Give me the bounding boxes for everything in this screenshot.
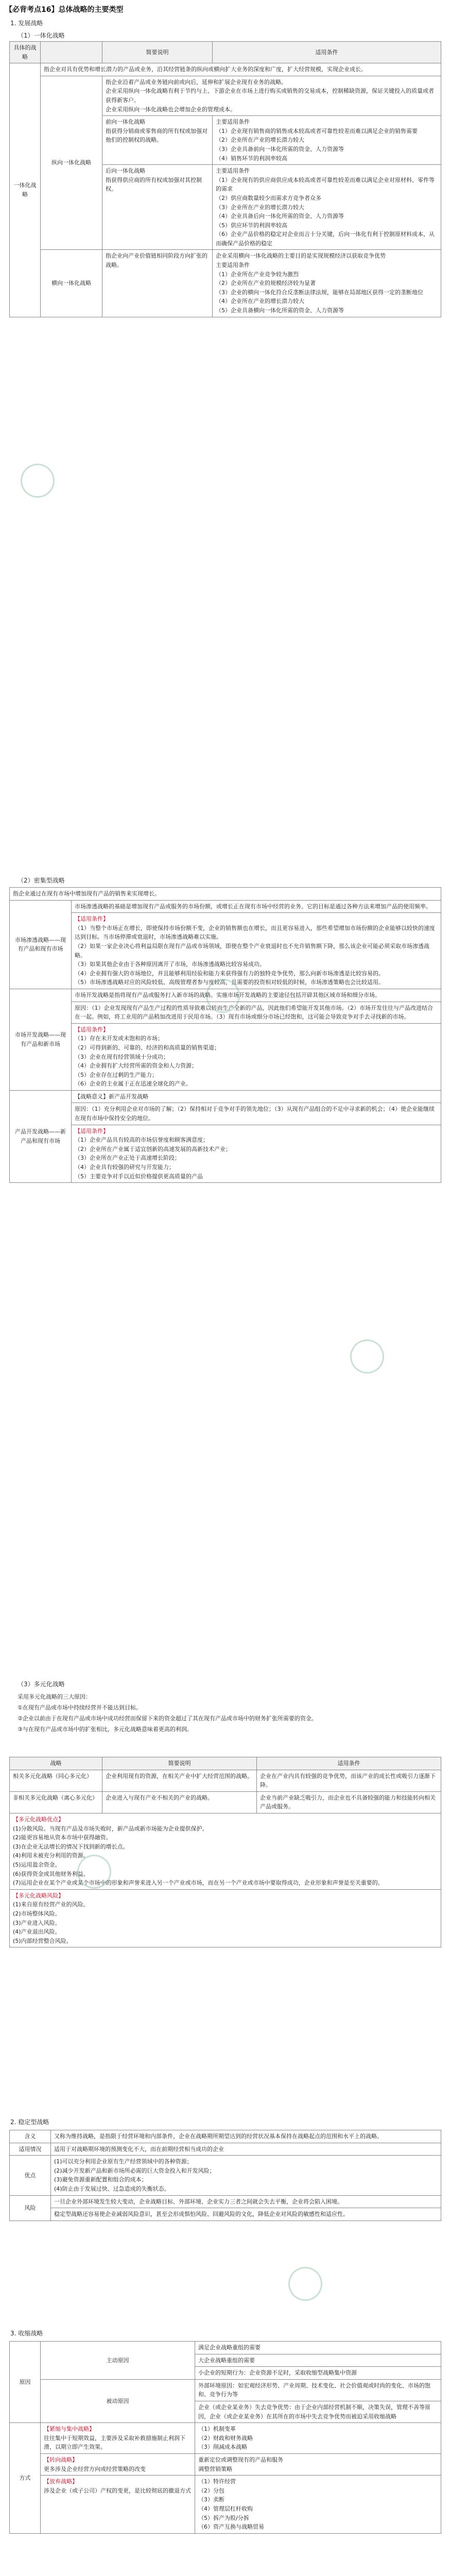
row-label: 产品开发战略——新产品和现有市场 (10, 1090, 72, 1182)
cell-line: 【转向战略】 (44, 2456, 78, 2463)
cell-line: (5)运用盈余资金。 (13, 1861, 61, 1868)
row-label: 主动原因 (41, 2342, 195, 2380)
table-cell: 市场开发战略是指将现有产品或服务打入新市场的战略。实施市场开发战略的主要途径包括开辟其他区域市场和细分市场。 (72, 989, 441, 1002)
cell-line: （1）企业所在产业竞争较为激烈 (216, 270, 299, 278)
cell-line: 主要适用条件 (216, 262, 250, 269)
cell-line: （1）存在未开发或未饱和的市场； (75, 1035, 163, 1042)
cell-line: （1）机制变革 (198, 2426, 236, 2433)
cell-line: （6）企业的主业属于正在迅速全球化的产业。 (75, 1080, 192, 1088)
cell-line: (3)避免资源重新配置和组合的成本； (54, 2176, 147, 2183)
cell-line: (4)防止由于发展过快、过急造成的失衡状态。 (54, 2185, 170, 2192)
cell-line: （5）供应环节的利润率较高 (216, 222, 287, 229)
table-cell: 大企业战略重组的需要 (195, 2354, 441, 2367)
diversification-table (9, 1757, 441, 1947)
intensive-table (9, 887, 441, 1183)
table-cell: 满足企业战略重组的需要 (195, 2342, 441, 2354)
row-label: 方式 (10, 2423, 41, 2534)
stability-table (9, 2130, 441, 2221)
row-label: 市场渗透战略——现有产品和现有市场 (10, 900, 72, 989)
table-cell (195, 2476, 441, 2534)
table-cell: 外部环境原因：如宏观经济形势、产业周期、技术变化、社会价值观或时尚的变化、市场的饱和、竞争行为等 (195, 2379, 441, 2401)
cell-line: （4）企业拥有强大的市场地位，并且能够利用经验和能力来获得强有力的独特竞争优势，那么向新市场渗透是比较容易的。 (75, 970, 384, 977)
table-cell: 非相关多元化战略（离心多元化） (10, 1791, 102, 1813)
cell-line: 指获得供应商的所有权或加强对其控制权。 (106, 176, 202, 193)
cell-line: (1)分散风险。当现有产品及市场失败时，新产品或新市场能为企业提供保护。 (13, 1825, 208, 1832)
cell-line: （3）企业具备前向一体化所需的资金、人力资源等 (216, 145, 344, 152)
table-cell: 企业（或企业某业务）失去竞争优势：由于企业内部经营机制不顺，决策失误，管理不善等原因，企业（或企业某业务）在其所在的市场中失去竞争优势而被迫采用收缩战略 (195, 2401, 441, 2422)
table-cell (51, 2156, 441, 2195)
cell-line: 企业采用纵向一体化战略也会增加企业的管理成本。 (106, 106, 236, 113)
cell-line: （3）如果其他企业由于各种原因离开了市场，市场渗透战略比较容易成功。 (75, 961, 265, 968)
watermark-logo (284, 2262, 327, 2306)
cell-line: (4)利用未被充分利用的资源。 (13, 1852, 89, 1859)
table-cell (195, 2423, 441, 2454)
cell-line: （4）企业拥有扩大经营所需的资金和人力资源； (75, 1062, 197, 1070)
cell-line: 后向一体化战略 (106, 167, 145, 175)
table-header-cell: 适用条件 (257, 1757, 441, 1770)
cell-line: 主要适用条件 (216, 118, 250, 126)
cell-line: （2）企业所在产业属于适宜创新的高速发展的高新技术产业； (75, 1145, 231, 1153)
cell-line: （5）企业存在过剩的生产能力； (75, 1071, 158, 1078)
subsection-heading: （1）一体化战略 (18, 32, 65, 39)
cell-line: 指获得分销商或零售商的所有权或加强对他们的控制权的战略。 (106, 127, 207, 144)
cell-line: (4)产业退出风险。 (13, 1928, 61, 1936)
cell-line: （4）管理层杠杆收购 (198, 2505, 253, 2512)
cell-line: (2)市场整体风险。 (13, 1910, 61, 1917)
row-label: 纵向一体化战略 (41, 76, 102, 250)
cell-line: （1）当整个市场正在增长，即使保持市场份额不变，企业的销售额也在增长，而且更容易进入，那些希望增加市场份额的企业能够以较快的速度达到目标。当市场停滞或衰退时，市场渗透战略难以实施。 (75, 924, 435, 941)
table-cell: 原因：（1）企业发现现有产品生产过程的性质导致难以转而生产全新的产品，因此他们希望能开发其他市场。（2）市场开发往往与产品改进结合在一起。例如，将工业用的产品稍加改进用于民用市场。（3）现有市场或细分市场已经饱和，这可能会导致竞争对手去寻找新的市场。 (72, 1002, 441, 1023)
cell-line: (2)减少开发新产品和新市场所必需的巨大资金投入和开发风险； (54, 2167, 215, 2174)
table-header-cell: 简要说明 (102, 42, 213, 63)
cell-line: （1）企业产品具有较高的市场信誉度和顾客满意度； (75, 1137, 209, 1144)
cell-line: （5）拆产为股/分拆 (198, 2514, 249, 2521)
row-label: 风险 (10, 2195, 51, 2221)
cell-line: 调整营销策略 (198, 2465, 232, 2472)
row-label: 原因 (10, 2342, 41, 2423)
cell-line: 重新定位或调整现有的产品和服务 (198, 2456, 283, 2463)
table-cell: 指企业对具有优势和增长潜力的产品或业务，沿其经营链条的纵向或横向扩大业务的深度和广度，扩大经营规模，实现企业成长。 (41, 63, 441, 76)
table-cell: 稳定型战略还容易使企业减弱风险意识，甚至会形成惧怕风险、回避风险的文化，降低企业对风险的敏感性和适应性。 (51, 2208, 441, 2221)
cell-line: 【多元化战略风险】 (13, 1892, 64, 1899)
cell-line: 前向一体化战略 (106, 118, 145, 126)
cell-line: 【适用条件】 (75, 1127, 109, 1134)
table-cell: 企业进入与现有产业不相关的产业的战略。 (102, 1791, 257, 1813)
cell-line: （5）市场渗透战略对应的风险较低、高级管理者参与度较高，且需要的投资相对较低的时候，市场渗透策略也会比较适用。 (75, 979, 384, 986)
cell-line: (3)产业进入风险。 (13, 1919, 61, 1926)
cell-line: (6)获得资金或其他财务利益。 (13, 1870, 89, 1877)
section-heading: 1. 发展战略 (10, 20, 43, 27)
cell-line: （3）企业所在产业的增长潜力较大 (216, 204, 304, 211)
table-cell: 市场渗透战略的基础是增加现有产品或服务的市场份额，或增长正在现有市场中经营的业务。它的目标是通过各种方法来增加产品的使用频率。 (72, 900, 441, 913)
row-label: 被动原因 (41, 2379, 195, 2422)
table-cell (41, 2423, 195, 2454)
table-cell (102, 165, 213, 250)
table-cell (72, 1125, 441, 1183)
cell-line: （4）企业具备后向一体化所需的资金、人力资源等 (216, 213, 344, 220)
cell-line: （5）主要竞争对手以近似价格提供更高质量的产品 (75, 1173, 203, 1180)
table-cell (10, 1889, 441, 1947)
table-cell: 相关多元化战略（同心多元化） (10, 1770, 102, 1791)
subsection-heading: （3）多元化战略 (18, 1681, 65, 1688)
cell-line: （6）企业产品价格的稳定对企业而言十分关键，后向一体化有利于控制原材料成本，从而确保产品价格的稳定 (216, 231, 435, 247)
cell-line: 【放弃战略】 (44, 2478, 78, 2485)
cell-line: (1)来自原有经营产业的风险。 (13, 1901, 89, 1908)
table-cell: 【战略意义】新产品开发战略 (72, 1090, 441, 1103)
cell-line: （6）资产互换与战略贸易 (198, 2523, 264, 2531)
cell-line: （3）企业在现有经营领域十分成功； (75, 1053, 169, 1060)
table-cell (195, 2453, 441, 2475)
table-header-cell: 具体的战略 (10, 42, 41, 63)
cell-line: (7)运用企业在某个产业或某个市场中的形象和声誉来进入另一个产业或市场，而在另一个产业或市场中要取得成功，企业形象和声誉是至关重要的。 (13, 1879, 384, 1887)
cell-line: （5）企业具备横向一体化所需的资金、人力资源等 (216, 307, 344, 314)
cell-line: （4）销售环节的利润率较高 (216, 155, 287, 162)
row-label: 市场开发战略——现有产品和新市场 (10, 989, 72, 1090)
watermark-logo (16, 459, 60, 503)
table-header-cell (41, 42, 102, 63)
cell-line: （3）卖断 (198, 2496, 224, 2503)
section-heading: 3. 收缩战略 (10, 2330, 43, 2337)
table-cell: 企业利用现有的资源，在相关产业中扩大经营范围的战略。 (102, 1770, 257, 1791)
cell-line: （3）企业所在产业正处于高速增长阶段； (75, 1155, 180, 1162)
cell-line: 【适用条件】 (75, 1026, 109, 1033)
cell-line: （2）企业所在产业的规模经济较为显著 (216, 280, 316, 287)
table-cell: 企业当前产业缺乏吸引力，而企业也不具备较强的能力和技能转向相关产品或服务。 (257, 1791, 441, 1813)
table-cell (10, 1813, 441, 1889)
table-cell (213, 116, 441, 165)
cell-line: （2）分包 (198, 2487, 224, 2494)
table-cell (213, 165, 441, 250)
text-line: ①在现有产品或市场中持续经营并不能达到目标。 (18, 1704, 142, 1711)
row-label: 优点 (10, 2156, 51, 2195)
section-heading: 2. 稳定型战略 (10, 2119, 49, 2126)
table-cell: 原因：（1）充分利用企业对市场的了解；（2）保持相对于竞争对手的领先地位；（3）从现有产品组合的不足中寻求新的机会；（4）使企业能继续在现有市场中保持安全的地位。 (72, 1103, 441, 1125)
row-label: 适用情况 (10, 2143, 51, 2156)
cell-line: （4）企业具有较强的研究与开发能力； (75, 1164, 175, 1171)
table-cell: 适用于对战略期环境的预测变化不大，而在前期经营相当成功的企业 (51, 2143, 441, 2156)
table-cell: 又称为维持战略，是指限于经营环境和内部条件，企业在战略期所期望达到的经营状况基本保持在战略起点的范围和水平上的战略。 (51, 2130, 441, 2143)
table-header-cell: 适用条件 (213, 42, 441, 63)
cell-line: 往往集中于短期效益，主要涉及采取补救措施制止利润下滑，以期立即产生效果。 (44, 2434, 185, 2451)
diversification-intro (18, 1692, 440, 1735)
cell-line: （1）企业现有的供应商供应成本较高或者可靠性较差而难以满足企业对原材料、零件等的需求 (216, 176, 435, 193)
text-line: ②企业以前由于在现有产品或市场中成功经营而保留下来的资金超过了其在现有产品或市场中的财务扩张所需要的资金。 (18, 1715, 317, 1722)
table-header-cell: 战略 (10, 1757, 102, 1770)
cell-line: 主要适用条件 (216, 167, 250, 175)
cell-line: （2）供应商数量较少而需求方竞争者众多 (216, 194, 321, 201)
text-line: ③与在现有产品或市场中的扩张相比，多元化战略意味着更高的利润。 (18, 1725, 193, 1733)
row-label: 横向一体化战略 (41, 250, 102, 317)
cell-line: （1）特许经营 (198, 2478, 236, 2485)
cell-line: (2)能更容易地从资本市场中获得融资。 (13, 1834, 112, 1841)
watermark-logo (345, 1335, 389, 1379)
cell-line: （2）如果一家企业决心将利益局限在现有产品或市场领域，即使在整个产业衰退时也不允许销售额下降，那么该企业可能必须采取市场渗透战略。 (75, 942, 429, 959)
cell-line: 【紧缩与集中战略】 (44, 2426, 95, 2433)
cell-line: （3）企业的横向一体化符合反垄断法律法规，能够在局部地区获得一定的垄断地位 (216, 289, 423, 296)
integration-table (9, 41, 441, 317)
cell-line: 【适用条件】 (75, 916, 109, 923)
table-cell (72, 913, 441, 989)
table-cell (72, 1023, 441, 1090)
cell-line: 更多涉及企业经营方向或经营策略的改变 (44, 2465, 146, 2472)
cell-line: （3）削减成本战略 (198, 2444, 247, 2451)
page-title: 【必背考点16】总体战略的主要类型 (5, 6, 124, 14)
table-cell (213, 250, 441, 317)
cell-line: (5)内部经营整合风险。 (13, 1937, 72, 1944)
cell-line: （4）企业所在产业的增长潜力较大 (216, 298, 304, 305)
cell-line: 指企业沿着产品或业务链向前或向后，延伸和扩展企业现有业务的战略。 (106, 78, 287, 86)
table-cell: 指企业向产业价值链相同阶段方向扩张的战略。 (102, 250, 213, 317)
cell-line: 【多元化战略优点】 (13, 1816, 64, 1823)
table-cell (41, 2476, 195, 2534)
retrenchment-table (9, 2341, 441, 2534)
cell-line: （2）企业所在产业的增长潜力较大 (216, 137, 304, 144)
cell-line: (3)在企业无法增长的情况下找到新的增长点。 (13, 1843, 129, 1850)
table-header-cell: 简要说明 (102, 1757, 257, 1770)
cell-line: (1)可以充分利用企业原有生产经营领域中的各种资源； (54, 2158, 193, 2165)
cell-line: 企业采用纵向一体化战略有利于节约与上、下游企业在市场上进行购买或销售的交易成本，控制稀缺资源，保证关键投入的质量或者获得新客户。 (106, 88, 434, 104)
table-cell (41, 2453, 195, 2475)
cell-line: （1）企业现有销售商的销售成本较高或者可靠性较差而难以满足企业的销售需要 (216, 127, 418, 134)
cell-line: （2）可得到新的、可靠的、经济的和高质量的销售渠道； (75, 1044, 220, 1051)
row-label: 含义 (10, 2130, 51, 2143)
table-cell: 一旦企业外部环境发生较大变动，企业战略目标、外部环境、企业实力三者之间就会失去平衡，企业将会陷入困境。 (51, 2195, 441, 2208)
cell-line: 企业采用横向一体化战略的主要目的是实现规模经济以获取竞争优势 (216, 252, 386, 260)
row-label: 一体化战略 (10, 63, 41, 317)
subsection-heading: （2）密集型战略 (18, 877, 65, 884)
table-cell (102, 76, 441, 115)
text-line: 采用多元化战略的三大原因： (18, 1693, 91, 1700)
cell-line: 涉及企业（或子公司）产权的变更，是比较彻底的撤退方式 (44, 2487, 191, 2494)
table-cell: 小企业的短期行为：企业资源不足时，采取收缩型战略集中资源 (195, 2367, 441, 2380)
cell-line: （2）财政和财务战略 (198, 2434, 253, 2442)
table-cell: 指企业通过在现有市场中增加现有产品的销售来实现增长。 (10, 888, 441, 901)
table-cell: 企业在产业内具有较强的竞争优势，而该产业的成长性或吸引力逐渐下降。 (257, 1770, 441, 1791)
table-cell (102, 116, 213, 165)
